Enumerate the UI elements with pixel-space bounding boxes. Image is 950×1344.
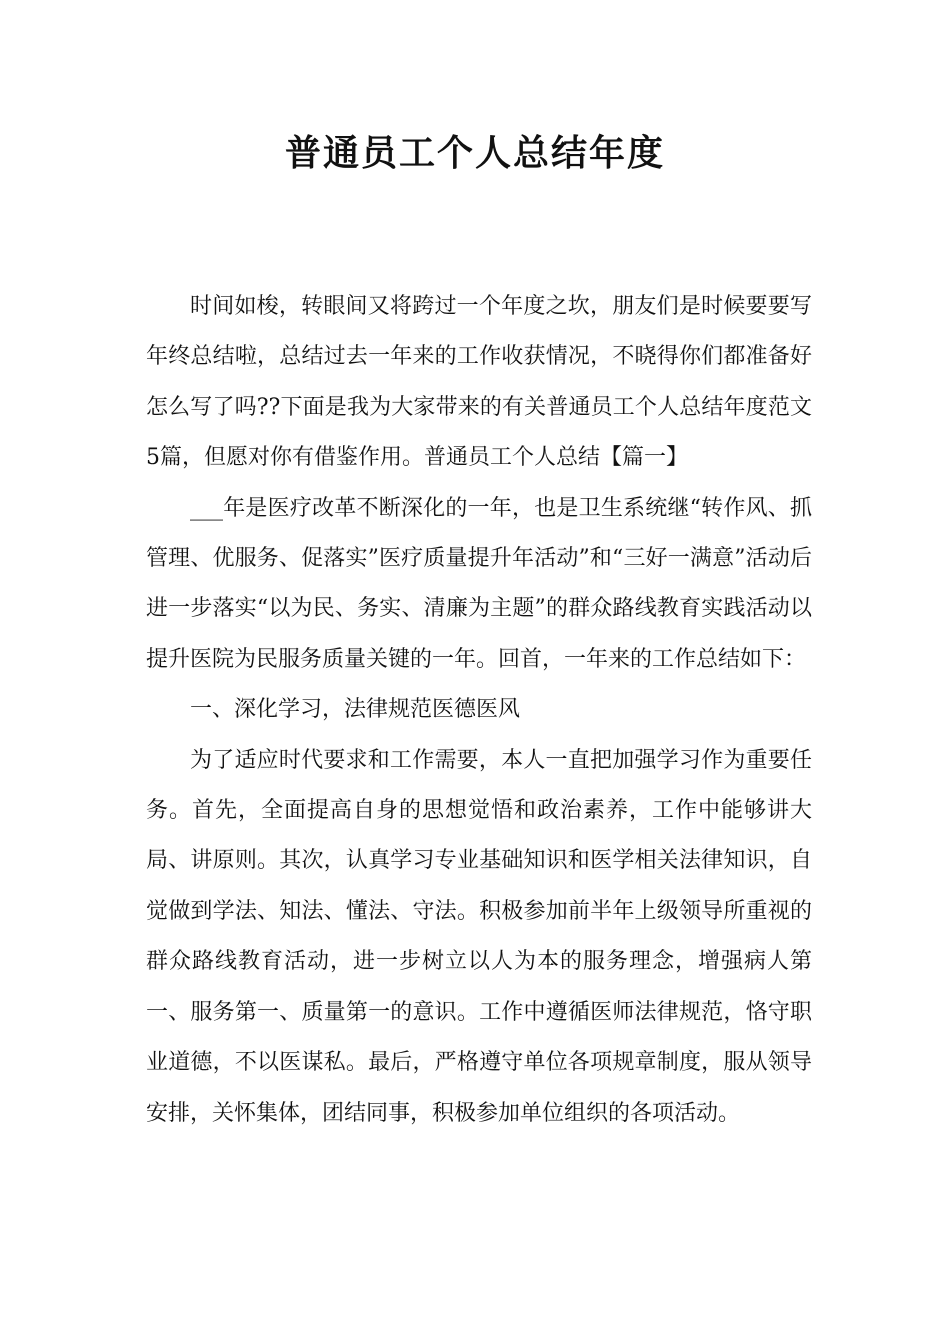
intro-paragraph: 时间如梭，转眼间又将跨过一个年度之坎，朋友们是时候要要写年终总结啦，总结过去一年来的工作收获情况，不晓得你们都准备好怎么写了吗??下面是我为大家带来的有关普通员工个人总结年度范文5篇，但愿对你有借鉴作用。普通员工个人总结【篇一】 xyxy=(146,294,812,471)
document-title: 普通员工个人总结年度 xyxy=(284,133,665,174)
study-paragraph: 为了适应时代要求和工作需要，本人一直把加强学习作为重要任务。首先，全面提高自身的思想觉悟和政治素养，工作中能够讲大局、讲原则。其次，认真学习专业基础知识和医学相关法律知识，自觉做到学法、知法、懂法、守法。积极参加前半年上级领导所重视的群众路线教育活动，进一步树立以人为本的服务理念，增强病人第一、服务第一、质量第一的意识。工作中遵循医师法律规范，恪守职业道德，不以医谋私。最后，严格遵守单位各项规章制度，服从领导安排，关怀集体，团结同事，积极参加单位组织的各项活动。 xyxy=(146,747,812,1126)
section-heading: 一、深化学习，法律规范医德医风 xyxy=(190,697,521,723)
document-body xyxy=(146,282,812,1139)
summary-paragraph: ___年是医疗改革不断深化的一年，也是卫生系统继“转作风、抓管理、优服务、促落实”医疗质量提升年活动”和“三好一满意”活动后进一步落实“以为民、务实、清廉为主题”的群众路线教育实践活动以提升医院为民服务质量关键的一年。回首，一年来的工作总结如下： xyxy=(146,495,812,672)
